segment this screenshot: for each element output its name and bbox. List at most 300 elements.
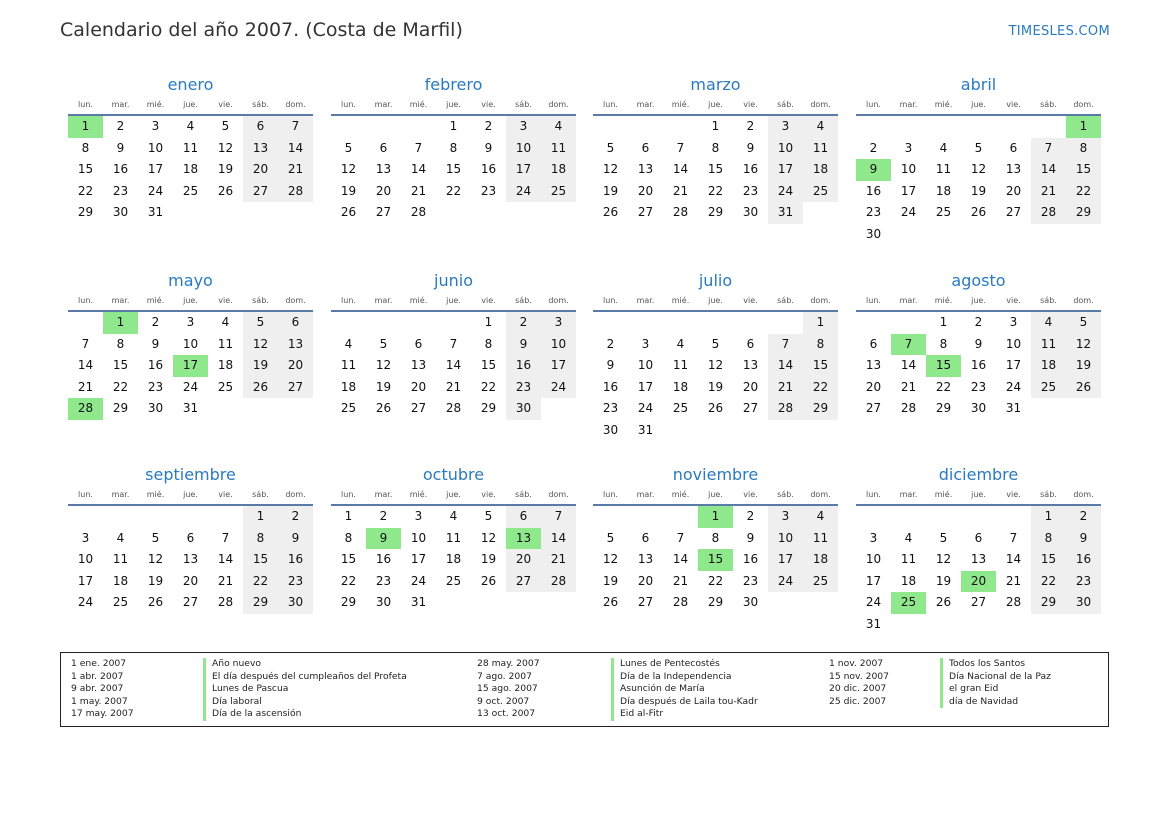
day-cell: 6 <box>506 506 541 528</box>
legend-holiday-name: Día Nacional de la Paz <box>949 670 1051 682</box>
day-cell: 4 <box>1031 312 1066 334</box>
legend-date: 1 abr. 2007 <box>71 670 124 682</box>
day-cell: 29 <box>935 401 952 415</box>
legend-dates-column <box>829 658 889 708</box>
month-name: febrero <box>424 75 483 94</box>
weekday-label: sáb. <box>777 490 794 499</box>
empty-day-cell <box>331 312 366 334</box>
day-cell: 22 <box>935 379 952 394</box>
weekday-label: mar. <box>111 100 130 109</box>
weekday-label: sáb. <box>252 490 269 499</box>
day-cell: 7 <box>278 116 313 138</box>
weekday-label: vie. <box>743 100 758 109</box>
day-cell: 15 <box>445 162 462 176</box>
weekday-label: mar. <box>111 490 130 499</box>
week-row <box>593 549 838 571</box>
weekday-label: jue. <box>708 296 723 305</box>
day-cell: 1 <box>939 315 948 329</box>
week-row <box>593 355 838 377</box>
day-cell: 7 <box>1009 530 1018 545</box>
day-cell: 28 <box>541 571 576 593</box>
day-cell: 2 <box>746 119 755 133</box>
weekday-label: mar. <box>636 490 655 499</box>
legend-holiday-name: Eid al-Fitr <box>620 708 664 720</box>
day-cell: 17 <box>410 552 427 566</box>
weekday-label: mié. <box>934 490 953 499</box>
day-cell: 25 <box>803 181 838 203</box>
day-cell: 28 <box>900 401 917 415</box>
empty-day-cell <box>243 398 278 420</box>
day-cell: 29 <box>707 205 724 219</box>
weekday-label: vie. <box>218 490 233 499</box>
legend-holiday-name: Todos los Santos <box>949 658 1026 669</box>
day-cell: 21 <box>278 159 313 181</box>
day-cell: 21 <box>1031 181 1066 203</box>
day-cell: 4 <box>449 509 458 523</box>
empty-day-cell <box>471 202 506 224</box>
day-cell: 23 <box>375 573 392 588</box>
day-cell: 17 <box>506 159 541 181</box>
day-cell: 26 <box>147 595 164 609</box>
empty-day-cell <box>996 224 1031 246</box>
weekday-label: mar. <box>374 296 393 305</box>
day-cell: 24 <box>410 573 427 588</box>
month-name: abril <box>960 75 997 94</box>
day-cell: 21 <box>445 379 462 394</box>
day-cell: 13 <box>1005 162 1022 176</box>
day-cell: 21 <box>672 183 689 198</box>
day-cell: 24 <box>865 595 882 609</box>
day-cell: 4 <box>344 336 353 351</box>
day-cell: 6 <box>746 336 755 351</box>
week-row <box>593 571 838 593</box>
day-cell: 25 <box>541 181 576 203</box>
day-cell: 11 <box>935 162 952 176</box>
day-grid <box>593 506 838 614</box>
day-cell: 12 <box>1066 334 1101 356</box>
day-cell: 26 <box>217 183 234 198</box>
empty-day-cell <box>733 312 768 334</box>
holiday-day-cell: 13 <box>506 528 541 550</box>
day-cell: 11 <box>672 358 689 372</box>
day-cell: 11 <box>803 138 838 160</box>
day-cell: 5 <box>221 119 230 133</box>
week-row <box>68 138 313 160</box>
brand-link[interactable]: TIMESLES.COM <box>1008 24 1110 39</box>
day-cell: 24 <box>77 595 94 609</box>
day-cell: 19 <box>935 573 952 588</box>
week-row <box>68 312 313 334</box>
empty-day-cell <box>331 116 366 138</box>
empty-day-cell <box>628 116 663 138</box>
empty-day-cell <box>891 116 926 138</box>
day-cell: 4 <box>939 140 948 155</box>
day-cell: 1 <box>711 119 720 133</box>
day-cell: 15 <box>77 162 94 176</box>
day-cell: 30 <box>506 398 541 420</box>
day-cell: 8 <box>484 336 493 351</box>
day-cell: 31 <box>768 202 803 224</box>
weekday-label: lun. <box>866 490 881 499</box>
day-cell: 29 <box>340 595 357 609</box>
month-febrero <box>331 75 576 224</box>
day-cell: 6 <box>974 530 983 545</box>
day-cell: 21 <box>77 379 94 394</box>
day-cell: 5 <box>379 336 388 351</box>
weekday-label: dom. <box>1073 100 1094 109</box>
day-cell: 2 <box>484 119 493 133</box>
empty-day-cell <box>1066 224 1101 246</box>
day-cell: 5 <box>711 336 720 351</box>
week-row <box>331 181 576 203</box>
day-cell: 7 <box>676 530 685 545</box>
day-cell: 5 <box>1066 312 1101 334</box>
month-noviembre <box>593 465 838 614</box>
weekday-label: jue. <box>971 490 986 499</box>
legend-date: 28 may. 2007 <box>477 658 540 669</box>
empty-day-cell <box>103 506 138 528</box>
day-cell: 13 <box>375 162 392 176</box>
day-cell: 17 <box>147 162 164 176</box>
day-cell: 2 <box>278 506 313 528</box>
weekday-label: lun. <box>866 296 881 305</box>
day-cell: 24 <box>147 183 164 198</box>
day-cell: 6 <box>379 140 388 155</box>
legend-holiday-name: Día de la ascensión <box>212 708 302 720</box>
empty-day-cell <box>173 202 208 224</box>
day-cell: 12 <box>602 162 619 176</box>
empty-day-cell <box>926 614 961 636</box>
day-cell: 3 <box>1009 315 1018 329</box>
weekday-header <box>331 489 576 506</box>
day-grid <box>593 116 838 224</box>
empty-day-cell <box>541 202 576 224</box>
day-cell: 21 <box>768 377 803 399</box>
day-cell: 13 <box>637 552 654 566</box>
legend-date: 9 abr. 2007 <box>71 683 124 695</box>
page-title: Calendario del año 2007. (Costa de Marfil) <box>60 19 463 41</box>
legend-date: 1 ene. 2007 <box>71 658 127 669</box>
weekday-label: sáb. <box>1040 490 1057 499</box>
day-cell: 18 <box>803 159 838 181</box>
week-row <box>331 528 576 550</box>
week-row <box>331 571 576 593</box>
empty-day-cell <box>961 116 996 138</box>
day-cell: 30 <box>375 595 392 609</box>
day-cell: 8 <box>1031 528 1066 550</box>
day-cell: 13 <box>865 358 882 372</box>
week-row <box>331 506 576 528</box>
day-cell: 26 <box>375 401 392 415</box>
legend-date: 17 may. 2007 <box>71 708 134 720</box>
day-cell: 24 <box>637 401 654 415</box>
day-cell: 8 <box>116 336 125 351</box>
day-cell: 28 <box>672 595 689 609</box>
day-cell: 12 <box>217 140 234 155</box>
week-row <box>593 334 838 356</box>
legend-holiday-name: Día después de Laila tou-Kadr <box>620 695 758 707</box>
weekday-label: vie. <box>1006 100 1021 109</box>
day-cell: 23 <box>506 377 541 399</box>
day-cell: 31 <box>410 595 427 609</box>
day-cell: 17 <box>865 573 882 588</box>
day-cell: 27 <box>410 401 427 415</box>
weekday-label: lun. <box>341 490 356 499</box>
day-cell: 30 <box>1066 592 1101 614</box>
day-cell: 8 <box>939 336 948 351</box>
weekday-label: dom. <box>285 490 306 499</box>
day-cell: 20 <box>865 379 882 394</box>
week-row <box>331 355 576 377</box>
day-cell: 13 <box>970 552 987 566</box>
day-grid <box>331 116 576 224</box>
day-cell: 7 <box>81 336 90 351</box>
day-cell: 27 <box>637 205 654 219</box>
day-cell: 28 <box>768 398 803 420</box>
day-cell: 14 <box>672 162 689 176</box>
day-cell: 4 <box>116 530 125 545</box>
weekday-label: sáb. <box>1040 296 1057 305</box>
empty-day-cell <box>996 614 1031 636</box>
month-name: mayo <box>168 271 213 290</box>
day-cell: 11 <box>900 552 917 566</box>
day-cell: 16 <box>506 355 541 377</box>
day-cell: 6 <box>641 530 650 545</box>
empty-day-cell <box>593 312 628 334</box>
day-cell: 19 <box>970 183 987 198</box>
week-row <box>68 592 313 614</box>
day-cell: 7 <box>449 336 458 351</box>
weekday-header <box>331 99 576 116</box>
holiday-day-cell: 25 <box>891 592 926 614</box>
month-diciembre <box>856 465 1101 635</box>
month-abril <box>856 75 1101 245</box>
weekday-label: sáb. <box>515 490 532 499</box>
day-cell: 24 <box>541 377 576 399</box>
legend-dates-column <box>71 658 134 721</box>
day-cell: 1 <box>484 315 493 329</box>
day-cell: 4 <box>186 119 195 133</box>
day-cell: 30 <box>602 422 619 437</box>
week-row <box>68 528 313 550</box>
weekday-label: sáb. <box>252 296 269 305</box>
empty-day-cell <box>1031 398 1066 420</box>
day-cell: 23 <box>742 183 759 198</box>
empty-day-cell <box>856 116 891 138</box>
day-cell: 3 <box>81 530 90 545</box>
day-cell: 20 <box>375 183 392 198</box>
day-cell: 22 <box>77 183 94 198</box>
day-cell: 8 <box>803 334 838 356</box>
empty-day-cell <box>1031 116 1066 138</box>
day-cell: 7 <box>414 140 423 155</box>
empty-day-cell <box>436 312 471 334</box>
weekday-label: vie. <box>743 296 758 305</box>
day-cell: 2 <box>606 336 615 351</box>
day-cell: 19 <box>243 355 278 377</box>
day-cell: 18 <box>1031 355 1066 377</box>
empty-day-cell <box>138 506 173 528</box>
day-cell: 24 <box>900 205 917 219</box>
week-row <box>68 202 313 224</box>
weekday-header <box>856 99 1101 116</box>
empty-day-cell <box>278 202 313 224</box>
weekday-label: dom. <box>810 296 831 305</box>
day-cell: 16 <box>480 162 497 176</box>
empty-day-cell <box>278 398 313 420</box>
day-cell: 9 <box>606 358 615 372</box>
weekday-label: sáb. <box>252 100 269 109</box>
weekday-label: vie. <box>481 490 496 499</box>
day-cell: 12 <box>375 358 392 372</box>
weekday-header <box>593 489 838 506</box>
day-cell: 28 <box>1005 595 1022 609</box>
empty-day-cell <box>1031 224 1066 246</box>
weekday-label: vie. <box>1006 296 1021 305</box>
day-cell: 16 <box>865 183 882 198</box>
weekday-label: mié. <box>409 296 428 305</box>
day-cell: 4 <box>803 116 838 138</box>
day-cell: 30 <box>147 401 164 415</box>
weekday-header <box>68 295 313 312</box>
day-cell: 28 <box>278 181 313 203</box>
weekday-label: jue. <box>183 100 198 109</box>
weekday-label: mié. <box>671 490 690 499</box>
day-cell: 27 <box>182 595 199 609</box>
day-cell: 17 <box>768 549 803 571</box>
weekday-label: dom. <box>285 100 306 109</box>
day-cell: 14 <box>672 552 689 566</box>
empty-day-cell <box>733 420 768 442</box>
day-cell: 18 <box>445 552 462 566</box>
day-cell: 22 <box>112 379 129 394</box>
day-cell: 29 <box>803 398 838 420</box>
empty-day-cell <box>593 116 628 138</box>
empty-day-cell <box>996 116 1031 138</box>
day-cell: 8 <box>449 140 458 155</box>
day-cell: 12 <box>480 530 497 545</box>
legend-holiday-name: Lunes de Pascua <box>212 683 289 695</box>
day-cell: 6 <box>869 336 878 351</box>
empty-day-cell <box>926 116 961 138</box>
day-cell: 23 <box>480 183 497 198</box>
day-cell: 5 <box>484 509 493 523</box>
day-cell: 16 <box>602 379 619 394</box>
month-name: octubre <box>422 465 485 484</box>
day-cell: 24 <box>1005 379 1022 394</box>
day-cell: 16 <box>970 358 987 372</box>
weekday-label: mar. <box>636 296 655 305</box>
empty-day-cell <box>208 506 243 528</box>
day-cell: 17 <box>1005 358 1022 372</box>
day-cell: 7 <box>676 140 685 155</box>
week-row <box>331 159 576 181</box>
day-cell: 17 <box>768 159 803 181</box>
empty-day-cell <box>506 202 541 224</box>
month-mayo <box>68 271 313 420</box>
weekday-label: mar. <box>374 490 393 499</box>
month-name: diciembre <box>938 465 1019 484</box>
day-cell: 14 <box>77 358 94 372</box>
day-cell: 5 <box>606 530 615 545</box>
day-cell: 29 <box>1031 592 1066 614</box>
legend-date: 25 dic. 2007 <box>829 695 887 707</box>
day-cell: 21 <box>1005 573 1022 588</box>
weekday-header <box>68 489 313 506</box>
week-row <box>331 138 576 160</box>
day-cell: 17 <box>637 379 654 394</box>
day-cell: 27 <box>1005 205 1022 219</box>
weekday-label: dom. <box>548 100 569 109</box>
week-row <box>331 334 576 356</box>
day-cell: 23 <box>278 571 313 593</box>
weekday-label: vie. <box>1006 490 1021 499</box>
day-cell: 24 <box>182 379 199 394</box>
day-cell: 5 <box>606 140 615 155</box>
weekday-header <box>593 295 838 312</box>
weekday-label: mar. <box>899 490 918 499</box>
week-row <box>593 506 838 528</box>
holiday-day-cell: 1 <box>1066 116 1101 138</box>
day-cell: 25 <box>217 379 234 394</box>
weekday-label: jue. <box>183 296 198 305</box>
day-cell: 3 <box>506 116 541 138</box>
day-cell: 8 <box>711 530 720 545</box>
day-cell: 10 <box>768 138 803 160</box>
empty-day-cell <box>173 506 208 528</box>
day-cell: 26 <box>340 205 357 219</box>
day-cell: 13 <box>182 552 199 566</box>
month-enero <box>68 75 313 224</box>
week-row <box>331 398 576 420</box>
day-cell: 6 <box>641 140 650 155</box>
weekday-label: sáb. <box>777 296 794 305</box>
weekday-label: dom. <box>548 296 569 305</box>
day-cell: 23 <box>1066 571 1101 593</box>
week-row <box>856 528 1101 550</box>
day-cell: 26 <box>935 595 952 609</box>
day-cell: 22 <box>803 377 838 399</box>
day-cell: 6 <box>186 530 195 545</box>
day-cell: 25 <box>112 595 129 609</box>
week-row <box>856 571 1101 593</box>
day-cell: 15 <box>1066 159 1101 181</box>
day-cell: 19 <box>375 379 392 394</box>
day-cell: 10 <box>541 334 576 356</box>
day-cell: 15 <box>243 549 278 571</box>
day-cell: 8 <box>1066 138 1101 160</box>
legend-date: 15 nov. 2007 <box>829 670 890 682</box>
day-cell: 14 <box>278 138 313 160</box>
day-cell: 14 <box>1031 159 1066 181</box>
day-cell: 13 <box>637 162 654 176</box>
weekday-label: lun. <box>603 296 618 305</box>
weekday-label: dom. <box>285 296 306 305</box>
day-cell: 3 <box>414 509 423 523</box>
day-cell: 20 <box>410 379 427 394</box>
day-cell: 2 <box>379 509 388 523</box>
empty-day-cell <box>768 420 803 442</box>
day-cell: 24 <box>768 571 803 593</box>
day-cell: 13 <box>243 138 278 160</box>
empty-day-cell <box>628 506 663 528</box>
day-cell: 1 <box>803 312 838 334</box>
week-row <box>331 202 576 224</box>
weekday-header <box>856 489 1101 506</box>
day-cell: 19 <box>602 573 619 588</box>
day-cell: 29 <box>707 595 724 609</box>
empty-day-cell <box>68 312 103 334</box>
